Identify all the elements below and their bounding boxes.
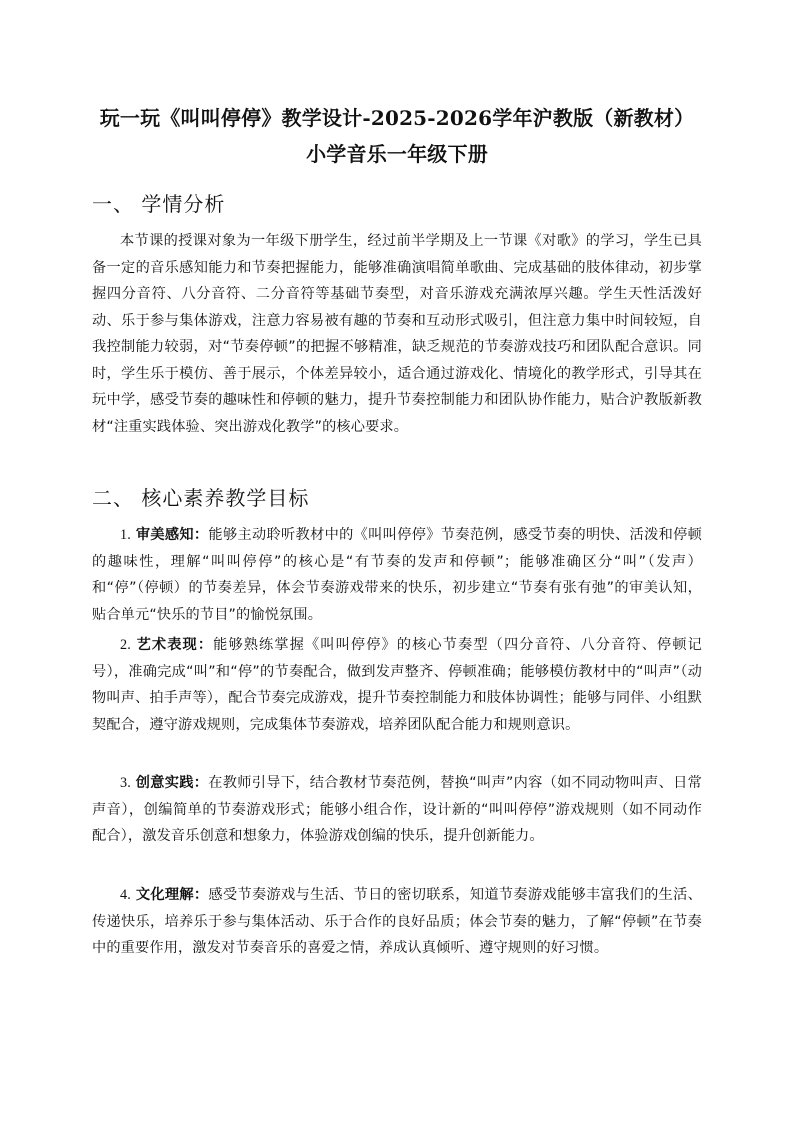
goal-text: 能够熟练掌握《叫叫停停》的核心节奏型（四分音符、八分音符、停顿记号），准确完成“叫”和“停”的节奏配合，做到发声整齐、停顿准确；能够模仿教材中的“叫声”（动物叫声、拍手声等），配合节奏完成游戏，提升节奏控制能力和肢体协调性；能够与同伴、小组默契配合，遵守游戏规则，完成集体节奏游戏，培养团队配合能力和规则意识。 <box>92 637 702 733</box>
goal-label: 审美感知： <box>135 527 209 543</box>
goal-item-cultural-understanding <box>92 882 702 962</box>
goal-item-creative-practice <box>92 770 702 850</box>
goal-number: 3. <box>120 775 131 791</box>
goal-text: 在教师引导下，结合教材节奏范例，替换“叫声”内容（如不同动物叫声、日常声音），创编简单的节奏游戏形式；能够小组合作，设计新的“叫叫停停”游戏规则（如不同动作配合），激发音乐创意和想象力，体验游戏创编的快乐，提升创新能力。 <box>92 775 702 844</box>
goal-label: 文化理解： <box>135 887 209 903</box>
goal-label: 艺术表现： <box>136 637 214 653</box>
goal-label: 创意实践： <box>135 775 209 791</box>
section-heading-learner-analysis: 一、 学情分析 <box>92 192 226 216</box>
document-title: 玩一玩《叫叫停停》教学设计-2025-2026学年沪教版（新教材）小学音乐一年级下册 <box>99 106 695 166</box>
goal-text: 能够主动聆听教材中的《叫叫停停》节奏范例，感受节奏的明快、活泼和停顿的趣味性，理解“叫叫停停”的核心是“有节奏的发声和停顿”；能够准确区分“叫”（发声）和“停”（停顿）的节奏差异，体会节奏游戏带来的快乐，初步建立“节奏有张有弛”的审美认知，贴合单元“快乐的节目”的愉悦氛围。 <box>92 527 702 623</box>
learner-analysis-paragraph: 本节课的授课对象为一年级下册学生，经过前半学期及上一节课《对歌》的学习，学生已具备一定的音乐感知能力和节奏把握能力，能够准确演唱简单歌曲、完成基础的肢体律动，初步掌握四分音符、八分音符、二分音符等基础节奏型，对音乐游戏充满浓厚兴趣。学生天性活泼好动、乐于参与集体游戏，注意力容易被有趣的节奏和互动形式吸引，但注意力集中时间较短，自我控制能力较弱，对“节奏停顿”的把握不够精准，缺乏规范的节奏游戏技巧和团队配合意识。同时，学生乐于模仿、善于展示，个体差异较小，适合通过游戏化、情境化的教学形式，引导其在玩中学，感受节奏的趣味性和停顿的魅力，提升节奏控制能力和团队协作能力，贴合沪教版新教材“注重实践体验、突出游戏化教学”的核心要求。 <box>92 233 702 435</box>
goal-item-artistic-expression <box>92 632 702 738</box>
goal-text: 感受节奏游戏与生活、节日的密切联系，知道节奏游戏能够丰富我们的生活、传递快乐，培养乐于参与集体活动、乐于合作的良好品质；体会节奏的魅力，了解“停顿”在节奏中的重要作用，激发对节奏音乐的喜爱之情，养成认真倾听、遵守规则的好习惯。 <box>92 887 702 956</box>
goal-number: 4. <box>120 887 131 903</box>
goal-number: 1. <box>120 527 131 543</box>
goal-number: 2. <box>120 637 131 653</box>
section-heading-teaching-goals: 二、 核心素养教学目标 <box>92 486 310 510</box>
goal-item-aesthetic-perception <box>92 522 702 628</box>
